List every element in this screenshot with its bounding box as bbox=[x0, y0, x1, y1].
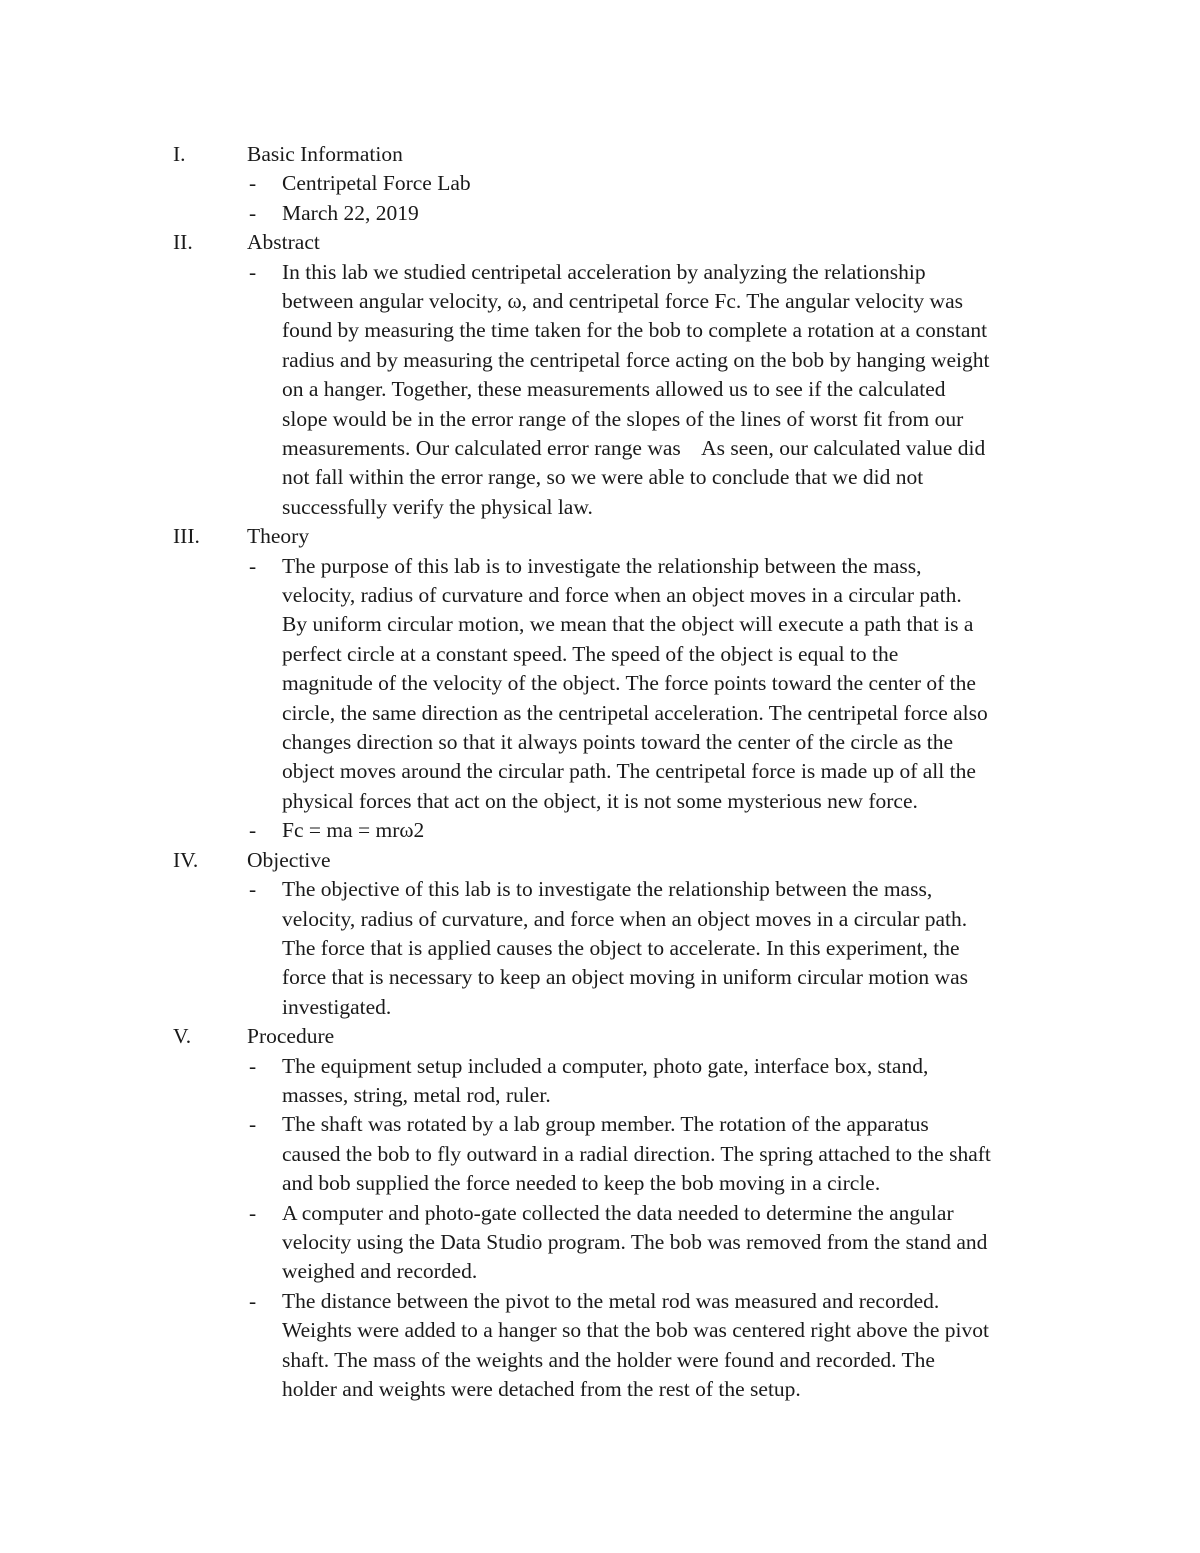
section-title: Abstract bbox=[247, 230, 320, 255]
text-line: Fc = ma = mrω2 bbox=[282, 818, 425, 843]
outline-section bbox=[0, 846, 1200, 1022]
section-heading bbox=[0, 228, 1200, 257]
section-number: III. bbox=[173, 524, 200, 549]
text-line: March 22, 2019 bbox=[282, 200, 419, 225]
bullet-marker: - bbox=[249, 171, 257, 196]
bullet-text bbox=[282, 875, 1072, 1022]
section-heading bbox=[0, 1022, 1200, 1051]
text-line: between angular velocity, ω, and centripetal force Fc. The angular velocity was bbox=[282, 289, 963, 313]
bullet-item bbox=[0, 1199, 1200, 1287]
bullet-marker: - bbox=[249, 877, 257, 902]
bullet-item bbox=[0, 199, 1200, 228]
section-number: V. bbox=[173, 1024, 192, 1049]
document-page bbox=[0, 140, 1200, 1404]
text-line: The purpose of this lab is to investigate the relationship between the mass, bbox=[282, 553, 922, 578]
bullet-text bbox=[282, 1199, 1072, 1287]
outline-section bbox=[0, 140, 1200, 228]
bullet-item bbox=[0, 1287, 1200, 1405]
section-number: IV. bbox=[173, 847, 199, 872]
text-line: and bob supplied the force needed to keep the bob moving in a circle. bbox=[282, 1171, 881, 1196]
text-line: object moves around the circular path. The centripetal force is made up of all the bbox=[282, 759, 976, 784]
bullet-text bbox=[282, 816, 1072, 845]
text-line: weighed and recorded. bbox=[282, 1259, 478, 1284]
section-heading bbox=[0, 140, 1200, 169]
bullet-marker: - bbox=[249, 1200, 257, 1225]
bullet-item bbox=[0, 1052, 1200, 1111]
bullet-marker: - bbox=[249, 818, 257, 843]
text-line: masses, string, metal rod, ruler. bbox=[282, 1082, 551, 1107]
bullet-text bbox=[282, 1287, 1072, 1405]
text-line: caused the bob to fly outward in a radial direction. The spring attached to the shaft bbox=[282, 1141, 991, 1166]
text-line: Weights were added to a hanger so that the bob was centered right above the pivot bbox=[282, 1318, 989, 1343]
text-line: on a hanger. Together, these measurements allowed us to see if the calculated bbox=[282, 377, 946, 402]
text-line: Centripetal Force Lab bbox=[282, 171, 471, 196]
text-line: shaft. The mass of the weights and the holder were found and recorded. The bbox=[282, 1347, 935, 1372]
bullet-text bbox=[282, 552, 1072, 817]
bullet-item bbox=[0, 816, 1200, 845]
bullet-marker: - bbox=[249, 259, 257, 284]
text-line: not fall within the error range, so we were able to conclude that we did not bbox=[282, 465, 924, 490]
text-line: The distance between the pivot to the metal rod was measured and recorded. bbox=[282, 1288, 940, 1313]
text-line: force that is necessary to keep an object moving in uniform circular motion was bbox=[282, 965, 968, 990]
text-line: circle, the same direction as the centripetal acceleration. The centripetal force also bbox=[282, 700, 988, 725]
section-number: I. bbox=[173, 142, 186, 166]
text-line: physical forces that act on the object, it is not some mysterious new force. bbox=[282, 788, 918, 813]
bullet-item bbox=[0, 258, 1200, 523]
bullet-marker: - bbox=[249, 1112, 257, 1137]
text-line: investigated. bbox=[282, 994, 392, 1019]
text-line: perfect circle at a constant speed. The speed of the object is equal to the bbox=[282, 641, 899, 666]
text-line: measurements. Our calculated error range was As seen, our calculated value did bbox=[282, 436, 986, 461]
text-line: velocity, radius of curvature, and force when an object moves in a circular path. bbox=[282, 906, 968, 931]
bullet-marker: - bbox=[249, 200, 257, 225]
text-line: By uniform circular motion, we mean that the object will execute a path that is a bbox=[282, 612, 974, 637]
text-line: The force that is applied causes the object to accelerate. In this experiment, the bbox=[282, 935, 960, 960]
bullet-text bbox=[282, 1110, 1072, 1198]
text-line: slope would be in the error range of the slopes of the lines of worst fit from our bbox=[282, 406, 964, 431]
bullet-item bbox=[0, 1110, 1200, 1198]
text-line: found by measuring the time taken for the bob to complete a rotation at a constant bbox=[282, 318, 988, 343]
outline-section bbox=[0, 1022, 1200, 1404]
bullet-marker: - bbox=[249, 553, 257, 578]
text-line: velocity using the Data Studio program. The bob was removed from the stand and bbox=[282, 1229, 988, 1254]
bullet-marker: - bbox=[249, 1288, 257, 1313]
bullet-item bbox=[0, 552, 1200, 817]
section-title: Theory bbox=[247, 524, 310, 549]
bullet-item bbox=[0, 875, 1200, 1022]
text-line: The equipment setup included a computer, photo gate, interface box, stand, bbox=[282, 1053, 929, 1078]
text-line: radius and by measuring the centripetal force acting on the bob by hanging weight bbox=[282, 347, 990, 372]
text-line: In this lab we studied centripetal acceleration by analyzing the relationship bbox=[282, 259, 926, 284]
section-title: Basic Information bbox=[247, 142, 403, 166]
text-line: changes direction so that it always points toward the center of the circle as the bbox=[282, 730, 954, 755]
section-title: Procedure bbox=[247, 1024, 335, 1049]
text-line: A computer and photo-gate collected the data needed to determine the angular bbox=[282, 1200, 954, 1225]
section-heading bbox=[0, 522, 1200, 551]
outline-section bbox=[0, 228, 1200, 522]
bullet-item bbox=[0, 169, 1200, 198]
text-line: magnitude of the velocity of the object. The force points toward the center of the bbox=[282, 671, 976, 696]
text-line: The shaft was rotated by a lab group member. The rotation of the apparatus bbox=[282, 1112, 929, 1137]
section-title: Objective bbox=[247, 847, 331, 872]
text-line: successfully verify the physical law. bbox=[282, 494, 593, 519]
bullet-text bbox=[282, 199, 1072, 228]
section-heading bbox=[0, 846, 1200, 875]
text-line: The objective of this lab is to investigate the relationship between the mass, bbox=[282, 877, 933, 902]
text-line: velocity, radius of curvature and force when an object moves in a circular path. bbox=[282, 583, 962, 608]
section-number: II. bbox=[173, 230, 193, 255]
outline-section bbox=[0, 522, 1200, 845]
bullet-text bbox=[282, 169, 1072, 198]
bullet-text bbox=[282, 258, 1072, 523]
bullet-text bbox=[282, 1052, 1072, 1111]
text-line: holder and weights were detached from the rest of the setup. bbox=[282, 1376, 801, 1401]
bullet-marker: - bbox=[249, 1053, 257, 1078]
